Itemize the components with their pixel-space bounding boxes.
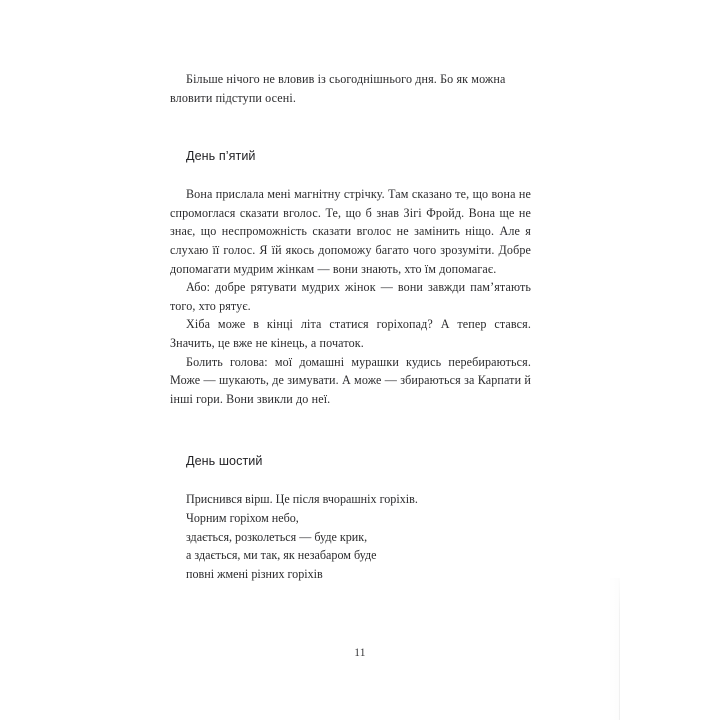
spacer-before-heading-two bbox=[170, 408, 531, 452]
section-heading-day-five: День п’ятий bbox=[186, 149, 256, 164]
paragraph-day-five-2: Або: добре рятувати мудрих жінок — вони завжди пам’ятають того, хто рятує. bbox=[170, 280, 531, 313]
poem-line: Чорним горіхом небо, bbox=[186, 510, 299, 525]
section-heading-day-six: День шостий bbox=[186, 454, 263, 469]
spacer-before-heading-one bbox=[170, 107, 531, 147]
page-number: 11 bbox=[354, 647, 366, 659]
paragraph-day-five-3: Хіба може в кінці літа статися горіхопад? А тепер стався. Значить, це вже не кінець, а початок. bbox=[170, 317, 531, 350]
poem-line: повні жмені різних горіхів bbox=[186, 566, 323, 581]
opening-paragraph: Більше нічого не вловив із сьогоднішнього дня. Бо як можна вловити підступи осені. bbox=[170, 72, 506, 105]
text-column bbox=[170, 70, 531, 583]
paragraph-day-five-1: Вона прислала мені магнітну стрічку. Там сказано те, що вона не спромоглася сказати вголос. Те, що б знав Зігі Фройд. Вона ще не знає, що неспроможність сказати вголос не замінить ніщо. Але я слухаю її голос. Я їй якось допоможу багато чого зрозуміти. Добре допомагати мудрим жінкам — вони знають, хто їм допомагає. bbox=[170, 187, 531, 276]
poem-line: здається, розколеться — буде крик, bbox=[186, 529, 368, 544]
poem-block bbox=[170, 490, 531, 583]
poem-line: Приснився вірш. Це після вчорашніх горіхів. bbox=[186, 492, 418, 507]
poem-line: а здається, ми так, як незабаром буде bbox=[186, 548, 377, 563]
paragraph-day-five-4: Болить голова: мої домашні мурашки кудись перебираються. Може — шукають, де зимувати. А може — збираються за Карпати й інші гори. Вони звикли до неї. bbox=[170, 354, 531, 406]
spacer-after-heading-one bbox=[170, 165, 531, 185]
spacer-after-heading-two bbox=[170, 470, 531, 490]
